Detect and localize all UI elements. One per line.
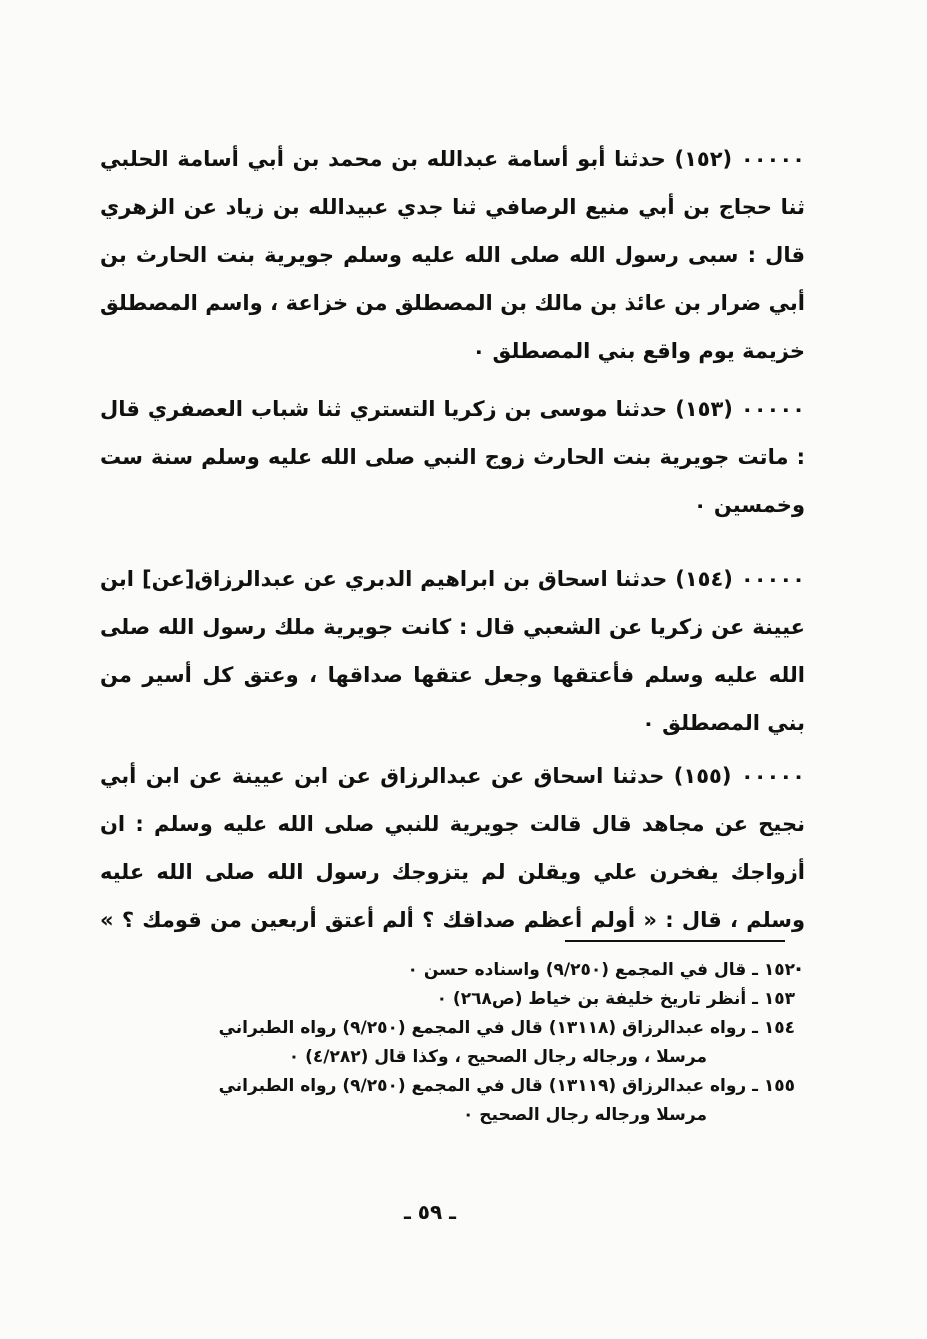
footnote-line: ١٥٢ ـ قال في المجمع (٩/٢٥٠) واسناده حسن ٠: [407, 960, 795, 980]
footnote-153: [95, 985, 795, 1014]
hadith-153: ٠٠٠٠٠ (١٥٣) حدثنا موسى بن زكريا التستري ثنا شباب العصفري قال : ماتت جويرية بنت الحارث زوج النبي صلى الله عليه وسلم سنة ست وخمسين ٠: [100, 397, 805, 517]
footnote-line: ١٥٤ ـ رواه عبدالرزاق (١٣١١٨) قال في المجمع (٩/٢٥٠) رواه الطبراني: [218, 1018, 795, 1038]
hadith-152: ٠٠٠٠٠ (١٥٢) حدثنا أبو أسامة عبدالله بن محمد بن أبي أسامة الحلبي ثنا حجاج بن أبي منيع الرصافي ثنا جدي عبيدالله بن زياد عن الزهري قال : سبى رسول الله صلى الله عليه وسلم جويرية بنت الحارث بن أبي ضرار بن عائذ بن مالك بن المصطلق من خزاعة ، واسم المصطلق خزيمة يوم واقع بني المصطلق ٠: [100, 147, 805, 363]
footnote-line: ١٥٥ ـ رواه عبدالرزاق (١٣١١٩) قال في المجمع (٩/٢٥٠) رواه الطبراني: [218, 1076, 795, 1096]
footnote-155: [95, 1072, 795, 1130]
footnote-continuation: مرسلا ورجاله رجال الصحيح ٠: [462, 1105, 707, 1125]
page-number: ـ ٥٩ ـ: [403, 1200, 457, 1224]
footnote-continuation: مرسلا ، ورجاله رجال الصحيح ، وكذا قال (٤/٢٨٢) ٠: [288, 1047, 707, 1067]
footnote-divider: [565, 940, 785, 942]
footnote-152: [95, 956, 795, 985]
hadith-154: ٠٠٠٠٠ (١٥٤) حدثنا اسحاق بن ابراهيم الدبري عن عبدالرزاق[عن] ابن عيينة عن زكريا عن الشعبي قال : كانت جويرية ملك رسول الله صلى الله عليه وسلم فأعتقها وجعل عتقها صداقها ، وعتق كل أسير من بني المصطلق ٠: [100, 567, 805, 735]
footnote-line: ١٥٣ ـ أنظر تاريخ خليفة بن خياط (ص٢٦٨) ٠: [436, 989, 795, 1009]
footnotes-list: [95, 956, 795, 1130]
hadith-155: ٠٠٠٠٠ (١٥٥) حدثنا اسحاق عن عبدالرزاق عن ابن عيينة عن ابن أبي نجيح عن مجاهد قال قالت جويرية للنبي صلى الله عليه وسلم : ان أزواجك يفخرن علي ويقلن لم يتزوجك رسول الله صلى الله عليه وسلم ، قال : « أولم أعظم صداقك ؟ ألم أعتق أربعين من قومك ؟ » ٠: [100, 764, 805, 980]
footnote-154: [95, 1014, 795, 1072]
